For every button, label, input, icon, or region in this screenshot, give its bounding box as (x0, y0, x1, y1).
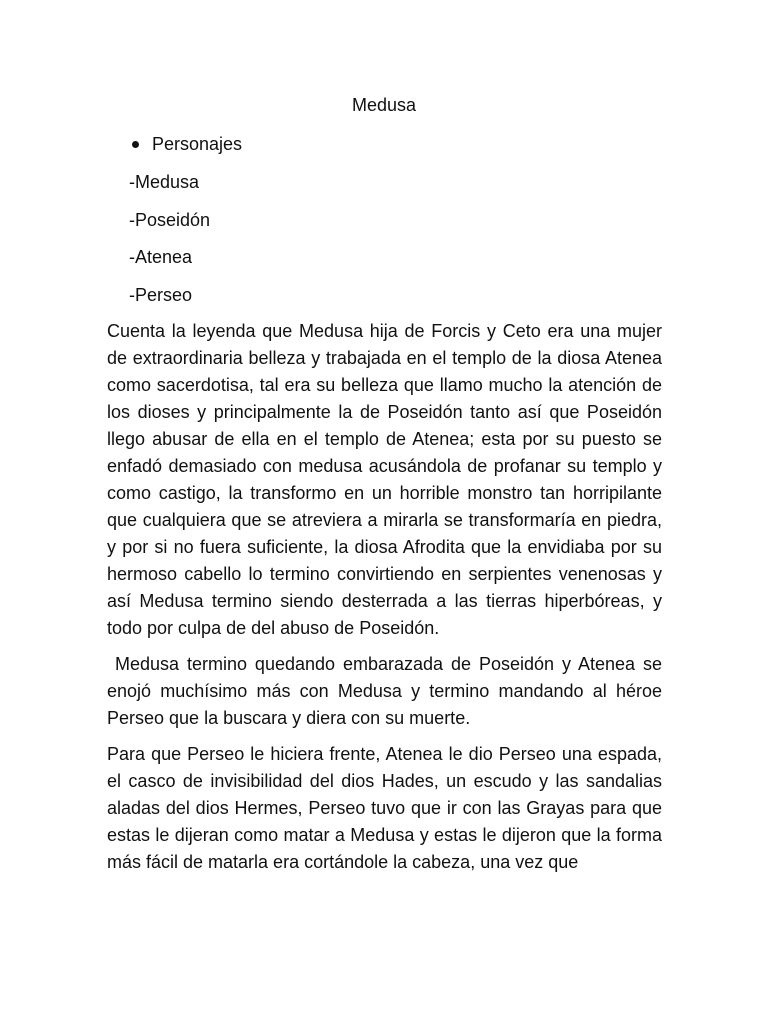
section-heading (128, 132, 242, 156)
character-list (129, 170, 210, 320)
document-title: Medusa (351, 95, 417, 115)
section-heading-label: Personajes (152, 134, 243, 154)
list-item: -Poseidón (129, 209, 211, 230)
list-item: -Medusa (129, 172, 200, 192)
paragraph: Medusa termino quedando embarazada de Poseidón y Atenea se enojó muchísimo más con Medusa y termino mandando al héroe Perseo que la buscara y diera con su muerte. (107, 654, 662, 728)
paragraph: Cuenta la leyenda que Medusa hija de Forcis y Ceto era una mujer de extraordinaria belleza y trabajada en el templo de la diosa Atenea como sacerdotisa, tal era su belleza que llamo mucho la atención de los dioses y principalmente la de Poseidón tanto así que Poseidón llego abusar de ella en el templo de Atenea; esta por su puesto se enfadó demasiado con medusa acusándola de profanar su templo y como castigo, la transformo en un horrible monstro tan horripilante que cualquiera que se atreviera a mirarla se transformaría en piedra, y por si no fuera suficiente, la diosa Afrodita que la envidiaba por su hermoso cabello lo termino convirtiendo en serpientes venenosas y así Medusa termino siendo desterrada a las tierras hiperbóreas, y todo por culpa de del abuso de Poseidón. (107, 321, 662, 638)
body-text (107, 318, 662, 885)
paragraph: Para que Perseo le hiciera frente, Atenea le dio Perseo una espada, el casco de invisibilidad del dios Hades, un escudo y las sandalias aladas del dios Hermes, Perseo tuvo que ir con las Grayas para que estas le dijeran como matar a Medusa y estas le dijeron que la forma más fácil de matarla era cortándole la cabeza, una vez que (107, 744, 662, 872)
bullet-icon (132, 141, 139, 148)
list-item: -Perseo (129, 284, 193, 305)
list-item: -Atenea (129, 247, 193, 267)
